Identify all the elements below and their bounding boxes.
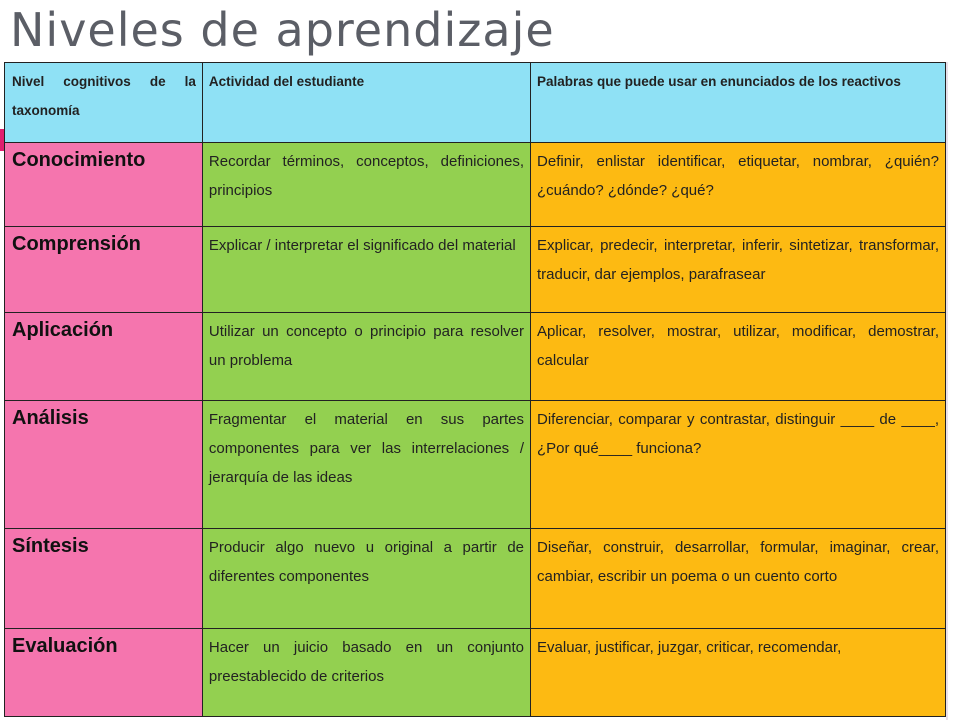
table-row [5,143,946,227]
level-label: Comprensión [12,233,141,255]
level-label: Conocimiento [12,149,146,171]
words-text: Definir, enlistar identificar, etiquetar, nombrar, ¿quién? ¿cuándo? ¿dónde? ¿qué? [537,153,939,199]
table-header-row [5,63,946,143]
level-label: Síntesis [12,535,89,557]
header-level-text: Nivel cognitivos de la taxonomía [12,74,196,118]
activity-text: Hacer un juicio basado en un conjunto preestablecido de criterios [208,639,525,685]
words-cell [531,529,946,629]
level-label: Evaluación [12,635,118,657]
table-row [5,313,946,401]
level-cell [5,313,203,401]
level-label: Análisis [12,407,89,429]
activity-text: Producir algo nuevo u original a partir de diferentes componentes [208,539,525,585]
level-cell [5,143,203,227]
words-cell [531,629,946,717]
words-text: Diseñar, construir, desarrollar, formular, imaginar, crear, cambiar, escribir un poema o un cuento corto [537,539,939,585]
accent-line [946,62,948,720]
words-cell [531,227,946,313]
table-row [5,401,946,529]
table-row [5,529,946,629]
activity-text: Explicar / interpretar el significado del material [208,237,516,254]
activity-text: Utilizar un concepto o principio para resolver un problema [208,323,525,369]
activity-cell [202,629,530,717]
activity-cell [202,529,530,629]
header-cell-words [531,63,946,143]
activity-cell [202,227,530,313]
words-text: Explicar, predecir, interpretar, inferir, sintetizar, transformar, traducir, dar ejemplos, parafrasear [537,237,939,283]
page-title: Niveles de aprendizaje [10,3,555,57]
header-cell-level [5,63,203,143]
words-text: Aplicar, resolver, mostrar, utilizar, modificar, demostrar, calcular [537,323,939,369]
activity-cell [202,143,530,227]
level-cell [5,401,203,529]
level-cell [5,227,203,313]
words-text: Evaluar, justificar, juzgar, criticar, recomendar, [537,639,842,656]
words-cell [531,401,946,529]
activity-cell [202,401,530,529]
level-cell [5,529,203,629]
activity-cell [202,313,530,401]
level-cell [5,629,203,717]
activity-text: Recordar términos, conceptos, definiciones, principios [208,153,525,199]
header-cell-activity [202,63,530,143]
taxonomy-table [4,62,946,717]
header-activity-text: Actividad del estudiante [208,74,365,89]
words-cell [531,313,946,401]
words-text: Diferenciar, comparar y contrastar, distinguir ____ de ____,¿Por qué____ funciona? [537,411,939,457]
words-cell [531,143,946,227]
table-row [5,227,946,313]
level-label: Aplicación [12,319,114,341]
activity-text: Fragmentar el material en sus partes componentes para ver las interrelaciones / jerarquía de las ideas [208,411,525,486]
header-words-text: Palabras que puede usar en enunciados de los reactivos [537,74,901,89]
table-row [5,629,946,717]
